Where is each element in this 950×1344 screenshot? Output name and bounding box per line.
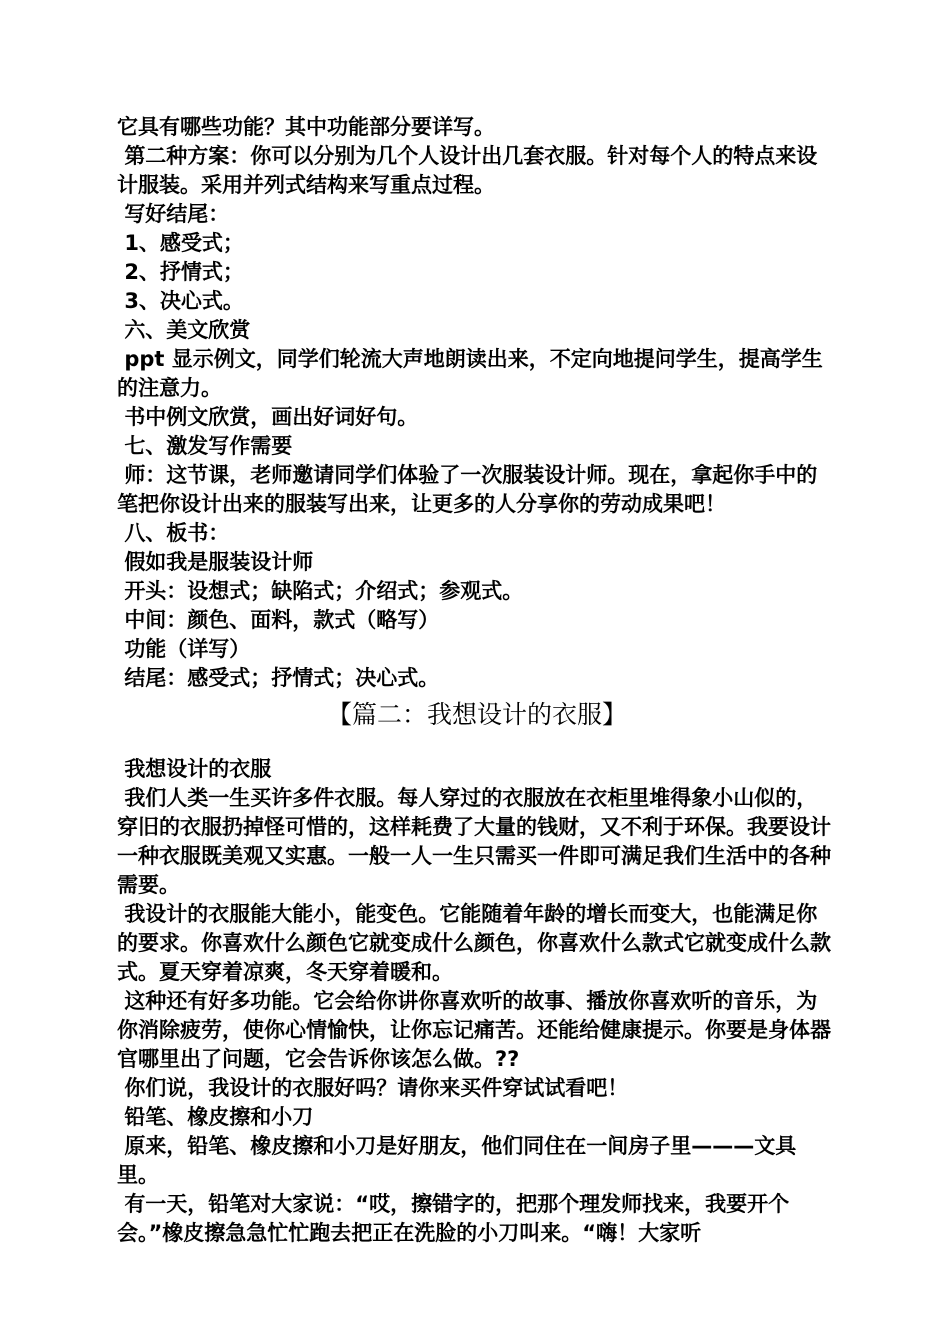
paragraph: 有一天，铅笔对大家说：“哎，擦错字的，把那个理发师找来，我要开个会。”橡皮擦急急忙忙跑去把正在洗脸的小刀叫来。“嗨！大家听 (117, 1192, 790, 1245)
paragraph: 我设计的衣服能大能小，能变色。它能随着年龄的增长而变大，也能满足你的要求。你喜欢什么颜色它就变成什么颜色，你喜欢什么款式它就变成什么款式。夏天穿着凉爽，冬天穿着暖和。 (117, 902, 831, 984)
section-lesson-plan (117, 113, 837, 693)
board-line: 中间：颜色、面料，款式（略写） (117, 608, 440, 632)
paragraph: 第二种方案：你可以分别为几个人设计出几套衣服。针对每个人的特点来设计服装。采用并列式结构来写重点过程。 (117, 144, 818, 197)
paragraph: 这种还有好多功能。它会给你讲你喜欢听的故事、播放你喜欢听的音乐，为你消除疲劳，使你心情愉快，让你忘记痛苦。还能给健康提示。你要是身体器官哪里出了问题，它会告诉你该怎么做。?? (117, 989, 831, 1071)
section-heading: 八、板书： (117, 521, 230, 545)
board-title: 假如我是服装设计师 (117, 550, 314, 574)
document-page (117, 113, 837, 1248)
list-item: 2、抒情式； (117, 260, 244, 284)
chapter-title: 【篇二：我想设计的衣服】 (326, 700, 627, 729)
section-heading: 六、美文欣赏 (117, 318, 251, 342)
paragraph: 原来，铅笔、橡皮擦和小刀是好朋友，他们同住在一间房子里———文具里。 (117, 1134, 797, 1187)
paragraph: 书中例文欣赏，画出好词好句。 (117, 405, 419, 429)
board-line: 结尾：感受式；抒情式；决心式。 (117, 666, 440, 690)
paragraph: 我们人类一生买许多件衣服。每人穿过的衣服放在衣柜里堆得象小山似的，穿旧的衣服扔掉怪可惜的，这样耗费了大量的钱财，又不利于环保。我要设计一种衣服既美观又实惠。一般一人一生只需买一件即可满足我们生活中的各种需要。 (117, 786, 831, 897)
board-line: 开头：设想式；缺陷式；介绍式；参观式。 (117, 579, 524, 603)
section-heading: 七、激发写作需要 (117, 434, 293, 458)
essay-title: 铅笔、橡皮擦和小刀 (117, 1105, 314, 1129)
essay-title: 我想设计的衣服 (117, 757, 272, 781)
paragraph: 它具有哪些功能？其中功能部分要详写。 (117, 115, 495, 139)
paragraph: ppt 显示例文，同学们轮流大声地朗读出来，不定向地提问学生，提高学生的注意力。 (117, 347, 823, 400)
board-line: 功能（详写） (117, 637, 251, 661)
paragraph: 你们说，我设计的衣服好吗？请你来买件穿试试看吧！ (117, 1076, 629, 1100)
list-item: 1、感受式； (117, 231, 244, 255)
list-item: 3、决心式。 (117, 289, 244, 313)
paragraph: 写好结尾： (117, 202, 230, 226)
section-essay (117, 755, 837, 1248)
paragraph: 师：这节课，老师邀请同学们体验了一次服装设计师。现在，拿起你手中的笔把你设计出来的服装写出来，让更多的人分享你的劳动成果吧！ (117, 463, 818, 516)
